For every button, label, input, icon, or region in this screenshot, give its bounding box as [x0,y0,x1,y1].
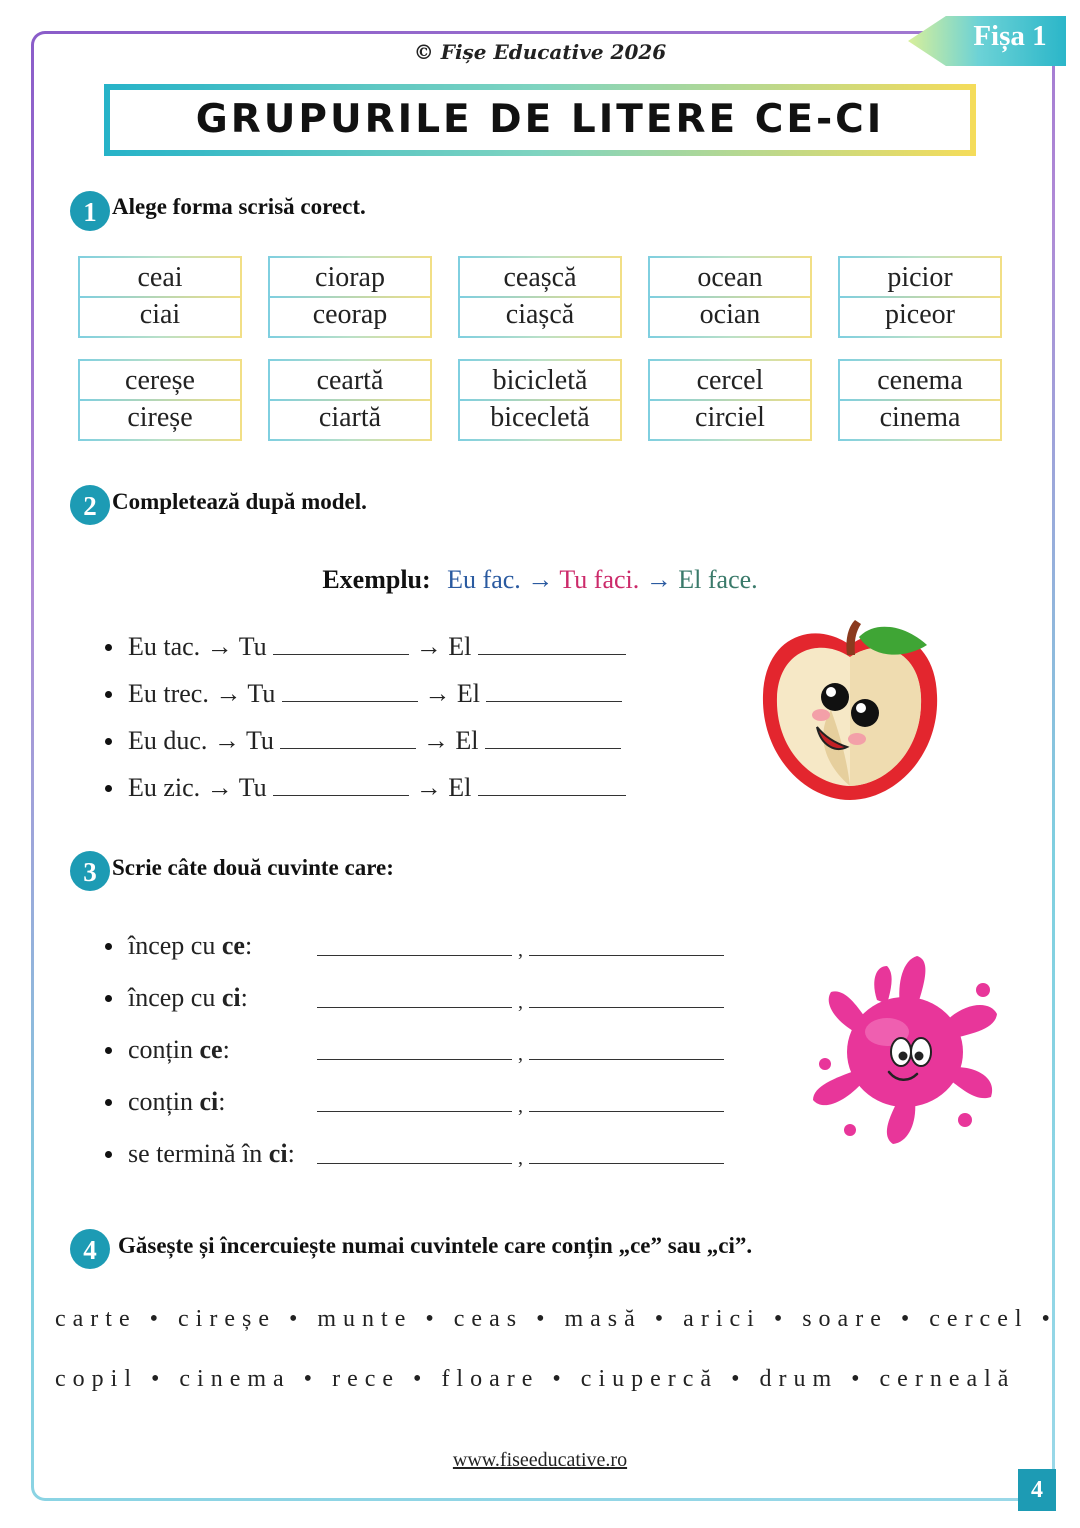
exercise-3-item: se termină în ci: [105,1139,295,1169]
exercise-2-number: 2 [70,485,110,525]
choice-option-bottom[interactable]: cinema [879,402,961,433]
choice-divider [840,399,1000,401]
exercise-1-number: 1 [70,191,110,231]
bullet-icon [105,943,112,950]
example-eu: Eu fac. [447,565,521,594]
choice-option-bottom[interactable]: ciașcă [505,299,575,330]
bullet-icon [105,995,112,1002]
answer-blank[interactable] [317,1139,512,1164]
choice-option-bottom[interactable]: ceorap [312,299,388,330]
answer-blank[interactable] [529,1139,724,1164]
bullet-icon [105,1047,112,1054]
bullet-icon [105,1151,112,1158]
bullet-icon [105,785,112,792]
choice-divider [650,399,810,401]
apple-character-icon [755,615,945,805]
exercise-2-item: Eu zic. → Tu → El [105,771,626,803]
choice-option-bottom[interactable]: bicecletă [490,402,590,433]
example-line [0,565,1080,595]
word-choice-box [838,359,1002,441]
page-number: 4 [1018,1469,1056,1511]
answer-separator: , [518,1147,523,1169]
choice-option-top[interactable]: ciorap [315,262,385,293]
word-choice-box [78,359,242,441]
paint-splash-character-icon [805,952,1005,1152]
choice-divider [270,296,430,298]
choice-option-top[interactable]: bicicletă [492,365,588,396]
choice-divider [270,399,430,401]
choice-divider [840,296,1000,298]
answer-blank[interactable] [478,630,626,655]
answer-separator: , [518,1095,523,1117]
choice-option-top[interactable]: cereșe [125,365,195,396]
answer-blank[interactable] [486,677,622,702]
choice-option-top[interactable]: ceartă [316,365,384,396]
word-choice-box [458,359,622,441]
choice-option-top[interactable]: picior [887,262,953,293]
exercise-3-item: încep cu ce: [105,931,252,961]
answer-blank[interactable] [529,931,724,956]
choice-option-top[interactable]: ocean [697,262,763,293]
exercise-3-item: conțin ce: [105,1035,230,1065]
choice-divider [80,296,240,298]
exercise-2-item: Eu trec. → Tu → El [105,677,622,709]
choice-divider [80,399,240,401]
exercise-3-item: conțin ci: [105,1087,226,1117]
word-list-line-2: copil • cinema • rece • floare • ciupercă • drum • cerneală [55,1366,1016,1392]
example-tu: Tu faci. [559,565,640,594]
word-list-line-1: carte • cireșe • munte • ceas • masă • arici • soare • cercel • [55,1306,1057,1332]
answer-blank[interactable] [317,983,512,1008]
choice-option-bottom[interactable]: cireșe [127,402,193,433]
answer-separator: , [518,939,523,961]
example-label: Exemplu: [322,565,431,594]
choice-option-top[interactable]: ceai [137,262,183,293]
bullet-icon [105,1099,112,1106]
answer-blanks-row [317,1139,724,1171]
answer-blank[interactable] [478,771,626,796]
choice-option-bottom[interactable]: circiel [695,402,765,433]
answer-blank[interactable] [485,724,621,749]
choice-divider [460,296,620,298]
word-choice-box [648,256,812,338]
answer-blank[interactable] [280,724,416,749]
choice-option-top[interactable]: cercel [696,365,764,396]
exercise-3-number: 3 [70,851,110,891]
word-choice-box [78,256,242,338]
answer-blank[interactable] [273,771,409,796]
exercise-4-number: 4 [70,1229,110,1269]
answer-blank[interactable] [282,677,418,702]
answer-blank[interactable] [529,1035,724,1060]
answer-blank[interactable] [317,931,512,956]
answer-blank[interactable] [529,1087,724,1112]
example-el: El face. [678,565,758,594]
worksheet-tag-label: Fișa 1 [973,20,1047,52]
example-arrow-2: → [645,565,672,594]
word-choice-box [268,359,432,441]
bullet-icon [105,644,112,651]
answer-blanks-row [317,931,724,963]
choice-option-bottom[interactable]: ocian [699,299,761,330]
choice-divider [650,296,810,298]
answer-blank[interactable] [529,983,724,1008]
exercise-2-instruction: Completează după model. [112,489,367,514]
word-choice-box [268,256,432,338]
word-choice-box [838,256,1002,338]
choice-option-top[interactable]: cenema [877,365,963,396]
bullet-icon [105,738,112,745]
page-title: GRUPURILE DE LITERE CE-CI [195,97,885,142]
copyright: © Fișe Educative 2026 [413,40,667,64]
bullet-icon [105,691,112,698]
choice-option-bottom[interactable]: ciai [139,299,181,330]
answer-separator: , [518,991,523,1013]
example-arrow-1: → [527,565,554,594]
exercise-3-instruction: Scrie câte două cuvinte care: [112,855,394,880]
answer-separator: , [518,1043,523,1065]
choice-option-bottom[interactable]: piceor [885,299,955,330]
answer-blank[interactable] [317,1087,512,1112]
exercise-2-item: Eu tac. → Tu → El [105,630,626,662]
answer-blank[interactable] [273,630,409,655]
word-choice-box [458,256,622,338]
exercise-3-item: încep cu ci: [105,983,248,1013]
exercise-4-instruction: Găsește și încercuiește numai cuvintele care conțin „ce” sau „ci”. [118,1233,753,1258]
footer-website-link[interactable]: www.fiseeducative.ro [452,1449,628,1471]
choice-option-top[interactable]: ceașcă [503,262,577,293]
word-choice-box [648,359,812,441]
answer-blank[interactable] [317,1035,512,1060]
answer-blanks-row [317,1087,724,1119]
exercise-1-instruction: Alege forma scrisă corect. [112,194,366,219]
choice-option-bottom[interactable]: ciartă [318,402,382,433]
answer-blanks-row [317,983,724,1015]
answer-blanks-row [317,1035,724,1067]
choice-divider [460,399,620,401]
exercise-2-item: Eu duc. → Tu → El [105,724,621,756]
